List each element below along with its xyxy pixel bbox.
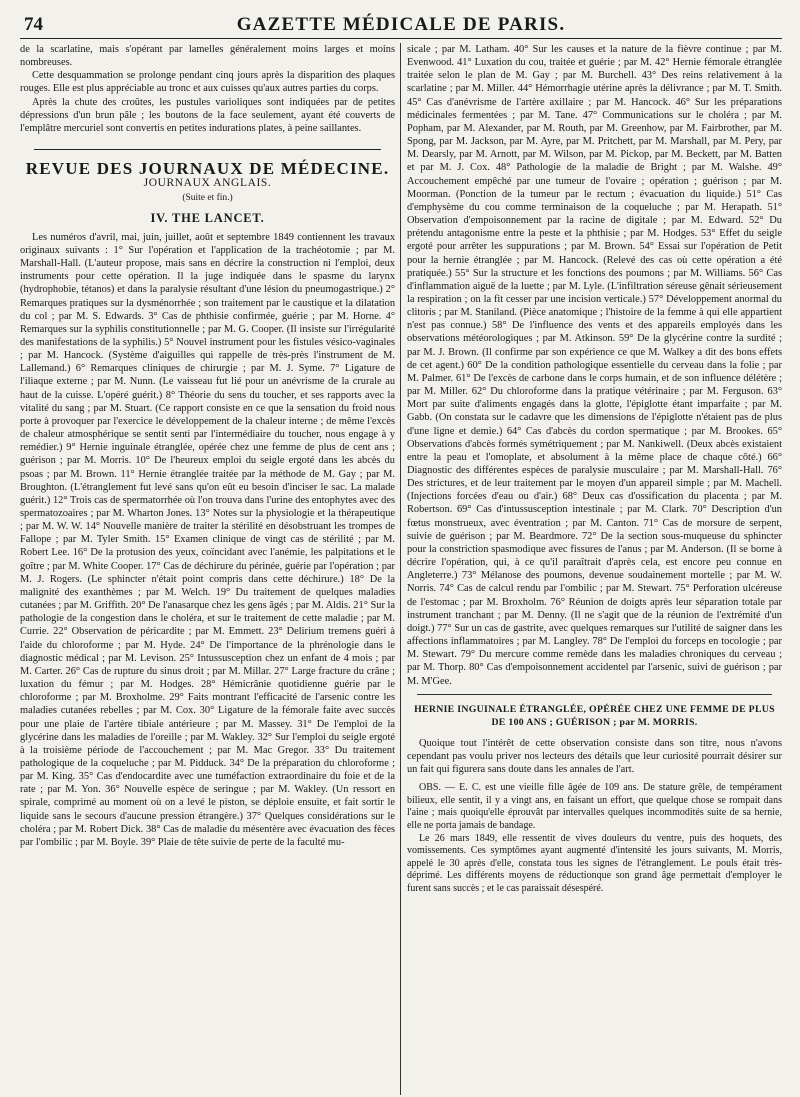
two-column-body bbox=[20, 43, 782, 1095]
review-text-continued: sicale ; par M. Latham. 40° Sur les causes et la nature de la fièvre continue ; par M. Evenwood. 41° Luxation du cou, traitée et guérie ; par M. 42° Hernie fémorale étranglée traitée selon le plan de M. Gay ; par M. Burchell. 43° Des reins relativement à la scarlatine ; par M. Miller. 44° Hémorrhagie utérine après la délivrance ; par M. T. Smith. 45° Cas d'anévrisme de l'artère axillaire ; par M. Hancock. 46° Sur les préparations médicinales fermentées ; par M. Tane. 47° Communications sur le choléra ; par M. Popham, par M. Alexander, par M. Routh, par M. Greenhow, par M. Fairbrother, par M. Spong, par M. Jackson, par M. Ayre, par M. Pritchett, par M. Marshall, par M. Pery, par M. Dearsly, par M. Arnott, par M. Wilson, par M. Pickop, par M. Beckett, par M. Batten et par M. J. Cox. 48° Pathologie de la maladie de Bright ; par M. Walshe. 49° Accouchement empêché par une tumeur de l'ovaire ; opération ; guérison ; par M. Moorman. (Ponction de la tumeur par le rectum ; évacuation du liquide.) 51° Cas d'emphysème du cou comme terminaison de la coqueluche ; par M. Herapath. 51° Observation d'empoisonnement par la racine de digitale ; par M. Edward. 52° Du prétendu antagonisme entre la peste et la phthisie ; par M. Hodges. 53° Effet du seigle ergoté pour arrêter les suppurations ; par M. Brown. 54° Essai sur l'opération de Petit pour la hernie étranglée ; par M. Hancock. (Relevé des cas où cette opération a été pratiquée.) 55° Sur la structure et les fonctions des poumons ; par M. Williams. 56° Cas d'inflammation aiguë de la luette ; par M. Lyle. (L'infiltration séreuse gênait sérieusement la respiration ; on la fit cesser par une incision verticale.) 57° Développement anormal du clitoris ; par M. Staniland. (Pièce anatomique ; l'histoire de la femme à qui elle appartient n'est pas connue.) 58° De l'influence des vents et des appareils employés dans les observations météorologiques ; par M. Atkinson. 59° De la glycérine contre la surdité ; par M. J. Brown. (Il confirme par son expérience ce que M. Walkey a dit des bons effets de cet agent.) 60° De la condition pathologique essentielle du cerveau dans la folie ; par M. Palmer. 61° De l'excès de carbone dans le corps humain, et de son influence délétère ; par M. Miller. 62° Du chloroforme dans la pratique vétérinaire ; par M. Ferguson. 63° Mort par suite d'aliments engagés dans la glotte, l'épiglotte étant imparfaite ; par M. Gabb. (On constata sur le cadavre que les dimensions de l'épiglotte n'étaient pas de plus d'une ligne et demie.) 64° Cas d'abcès du cordon spermatique ; par M. Brookes. 65° Observations d'abcès formés symétriquement ; par M. Nankiwell. (Deux abcès existaient entre la peau et l'omoplate, et absolument à la même place de chaque côté.) 66° Diagnostic des différentes espèces de paralysie musculaire ; par M. Marshall-Hall. 76° Des strictures, et de leur traitement par le moyen d'un appareil simple ; par M. Machell. (Injections forcées d'eau ou d'air.) 68° Deux cas d'ossification du placenta ; par M. Robertson. 69° Cas d'intussusception intestinale ; par M. Clark. 70° Description d'un fœtus monstrueux, avec éventration ; par M. Canton. 71° Cas de morsure de serpent, suivie de guérison ; par M. Beardmore. 72° De la section sous-muqueuse du sphincter pour la constriction spasmodique avec fissures de l'anus ; par M. Anderson. (Il se borne à décrire l'opération, qui, à ce qu'il paraîtrait d'après cela, est encore peu connue en Angleterre.) 73° Mélanose des poumons, devenue soudainement mortelle ; par M. W. Norris. 74° Cas de calcul rendu par l'ombilic ; par M. Stewart. 75° Perforation ulcéreuse de l'estomac ; par M. Broxholm. 76° Réunion de doigts après leur séparation totale par instrument tranchant ; par M. Denny. (Il ne s'agit que de la réunion de l'extrémité d'un doigt.) 77° Sur un cas de gastrite, avec quelques remarques sur l'utilité de saigner dans les affections inflammatoires ; par M. Langley. 78° De l'emploi du forceps en tocologie ; par M. Stewart. 79° Du mercure comme remède dans les maladies chroniques du cerveau ; par M. Thorp. 80° Cas d'empoisonnement accidentel par l'arsenic, suivi de guérison ; par M. M'Gee. bbox=[406, 44, 782, 687]
review-text: Les numéros d'avril, mai, juin, juillet, août et septembre 1849 contiennent les travaux originaux suivants : 1° Sur l'opération et l'application de la trachéotomie ; par M. Marshall-Hall. (L'auteur propose, mais sans en décrire la construction ni l'emploi, deux instruments pour cette opération. Il la juge indiquée dans le spasme du larynx (hydrophobie, tétanos) et dans la paralysie résultant d'une lésion du pneumogastrique.) 2° Remarques pratiques sur la dysménorrhée ; son traitement par le caustique et la dilatation du col ; par M. S. Edwards. 3° Cas de phthisie confirmée, guérie ; par M. Horne. 4° Remarques sur la syphilis constitutionnelle ; par M. G. Cooper. (Il insiste sur l'irrégularité des manifestations de la syphilis.) 5° Nouvel instrument pour les fistules vésico-vaginales ; par M. Hancock. (Système d'aiguilles qui rappelle de très-près l'instrument de M. Lallemand.) 6° Remarques cliniques de chirurgie ; par M. J. Syme. 7° Ligature de l'iliaque externe ; par M. Nunn. (Le vaisseau fut lié pour un anévrisme de la crurale au haut de la cuisse. L'opéré guérit.) 8° Théorie du sens du toucher, et ses rapports avec la vitalité du sang ; par M. Stuart. (Ce rapport consiste en ce que la sensation du froid nous porte à provoquer par l'exercice le développement de la chaleur interne ; de même l'excès de chaleur atmosphérique se sentit senti par l'intermédiaire du toucher, nous engage à y remédier.) 9° Hernie inguinale étranglée, opérée chez une femme de plus de cent ans ; guérison ; par M. Morris. 10° De l'heureux emploi du seigle ergoté dans les abcès du psoas ; par M. Brown. 11° Hernie étranglée traitée par la méthode de M. Gay ; par M. Broughton. (L'étranglement fut levé sans qu'on eût eu besoin d'inciser le sac. La malade guérit.) 12° Trois cas de spermatorrhée où l'on trouva dans l'urine des entophytes avec des spermatozoaires ; par M. Wharton Jones. 13° Notes sur la physiologie et la thérapeutique ; par M. W. W. 14° Nouvelle manière de traiter la stérilité en désobstruant les trompes de Fallope ; par M. Tyler Smith. 15° Examen clinique de vingt cas de stérilité ; par M. Robert Lee. 16° De la protusion des yeux, coïncidant avec l'anémie, les palpitations et le goître ; par M. White Cooper. 17° Cas de déchirure du périnée, guérie par l'opération ; par M. J. Rogers. (Le sphincter n'était point compris dans cette déchirure.) 18° De la malignité des exanthèmes ; par M. Welch. 19° Du traitement de quelques maladies cutanées ; par M. Griffith. 20° De l'anasarque chez les gens âgés ; par M. Aldis. 21° Sur la pathologie de la congestion dans le choléra, et sur le traitement de cette maladie ; par M. Currie. 22° Observation de péricardite ; par M. Emmett. 23° Delirium tremens guéri à l'aide du chloroforme ; par M. Hyde. 24° De l'importance de la phrénologie dans le diagnostic médical ; par M. Levison. 25° Intussusception chez un enfant de 4 mois ; par M. Carter. 26° Cas de rupture du sinus droit ; par M. Millar. 27° Large fracture du crâne ; luxation du fémur ; par M. Hodges. 28° Hémicrânie quotidienne guérie par le chloroforme ; par M. Broxholme. 29° Faits montrant l'efficacité de l'arsenic contre les maladies cutanées rebelles ; par M. Cox. 30° Ligature de la fémorale faite avec succès pour une plaie de l'artère tibiale antérieure ; par M. Massey. 31° De l'emploi de la glycérine dans les maladies de l'oreille ; par M. Wakley. 32° Sur l'emploi du seigle ergoté à la troisième période de l'accouchement ; par M. Mac Gregor. 33° Du traitement pathologique de la coqueluche ; par M. Pidduck. 34° De la préparation du chloroforme ; par M. King. 35° Cas d'endocardite avec une tuméfaction extraordinaire du foie et de la rate ; par M. Yon. 36° Nouvelle espèce de seringue ; par M. Wakley. (Un ressort en spirale, comprimé au moment où on a levé le piston, se déploie ensuite, et fait sortir le liquide sans le secours d'aucune pression étrangère.) 37° Quelques considérations sur le choléra ; par M. Robert Dick. 38° Cas de maladie du mésentère avec évacuation des fèces par l'ombilic ; par M. Boyle. 39° Plaie de tête suivie de perte de la faculté mu- bbox=[20, 231, 396, 848]
paragraph: Quoique tout l'intérêt de cette observation consiste dans son titre, nous n'avons cependant pas voulu priver nos lecteurs des détails que leur curiosité pourrait désirer sur un fait qui figurera sans doute dans les annales de l'art. bbox=[406, 737, 782, 775]
case-divider bbox=[417, 694, 772, 695]
section-divider bbox=[34, 149, 381, 150]
journal-title: GAZETTE MÉDICALE DE PARIS. bbox=[236, 14, 566, 35]
page-header bbox=[20, 12, 782, 39]
section-title: REVUE DES JOURNAUX DE MÉDECINE. bbox=[25, 159, 390, 179]
continuation-note: (Suite et fin.) bbox=[182, 193, 233, 204]
case-title: HERNIE INGUINALE ÉTRANGLÉE, OPÉRÉE CHEZ UNE FEMME DE PLUS DE 100 ANS ; GUÉRISON ; par M. MORRIS. bbox=[414, 703, 775, 728]
left-column bbox=[20, 43, 395, 1095]
page-number: 74 bbox=[24, 14, 43, 35]
paragraph: Cette desquammation se prolonge pendant cinq jours après la disparition des plaques rouges. Elle est plus appréciable au tronc et aux cuisses qu'aux autres parties du corps. bbox=[20, 70, 396, 95]
part-heading: IV. THE LANCET. bbox=[150, 210, 265, 225]
right-column bbox=[407, 43, 782, 1095]
paragraph: de la scarlatine, mais s'opérant par lamelles généralement moins larges et moins nombreuses. bbox=[20, 44, 396, 69]
paragraph: OBS. — E. C. est une vieille fille âgée de 109 ans. De stature grêle, de tempérament bilieux, elle sentit, il y a vingt ans, en faisant un effort, que quelque chose se rompait dans l'aine ; mais quoiqu'elle éprouvât par intervalles quelques incommodités suite de sa hernie, elle ne porta jamais de bandage. bbox=[406, 782, 782, 831]
paragraph: Après la chute des croûtes, les pustules varioliques sont indiquées par de petites dépressions d'un brun pâle ; les boutons de la face seulement, ayant été couverts de l'emplâtre mercuriel sont convertis en petites indurations plates, à peine saillantes. bbox=[20, 96, 396, 134]
paragraph: Le 26 mars 1849, elle ressentit de vives douleurs du ventre, puis des hoquets, des vomissements. Ces symptômes ayant augmenté d'intensité les jours suivants, M. Morris, appelé le 30 après d'elle, constata tous les signes de l'étranglement. Le pouls était très-déprimé. Les différents moyens de réductionque son grand âge permettait d'employer le furent sans succès ; et le cas paraissait désespéré. bbox=[406, 832, 782, 894]
section-subtitle: JOURNAUX ANGLAIS. bbox=[143, 177, 272, 190]
column-rule bbox=[400, 43, 401, 1095]
